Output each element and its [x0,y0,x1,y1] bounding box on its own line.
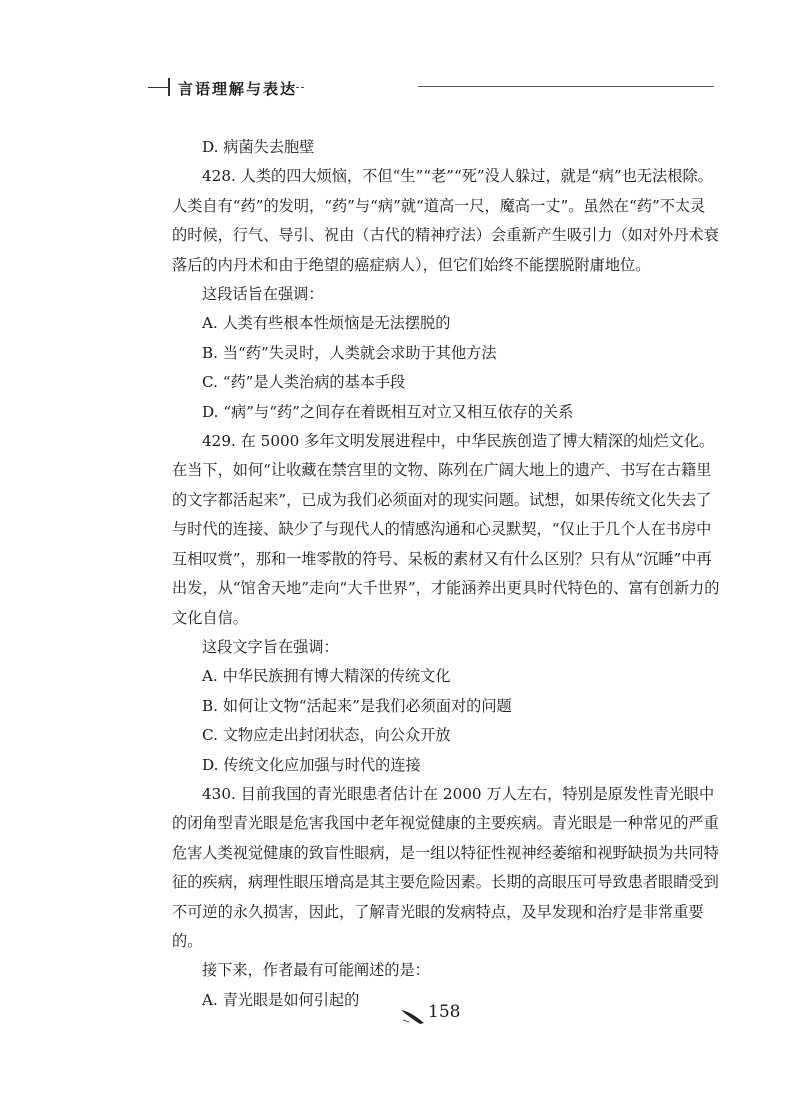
question-428-option-d: D. “病”与“药”之间存在着既相互对立又相互依存的关系 [202,402,574,421]
header-bar [168,78,170,96]
question-429-option-b: B. 如何让文物“活起来”是我们必须面对的问题 [202,696,512,715]
question-428-option-a: A. 人类有些根本性烦恼是无法摆脱的 [202,314,451,333]
header-rule-right [418,86,714,87]
question-429-option-d: D. 传统文化应加强与时代的连接 [202,755,421,774]
question-428-option-c: C. “药”是人类治病的基本手段 [202,373,406,392]
question-428-option-b: B. 当“药”失灵时，人类就会求助于其他方法 [202,343,497,362]
question-429-passage: 429. 在 5000 多年文明发展进程中，中华民族创造了博大精深的灿烂文化。在当下，如何“让收藏在禁宫里的文物、陈列在广阔大地上的遗产、书写在古籍里的文字都活起来”，已成为我们必须面对的现实问题。试想，如果传统文化失去了与时代的连接、缺少了与现代人的情感沟通和心灵默契，“仅止于几个人在书房中互相叹赏”，那和一堆零散的符号、呆板的素材又有什么区别？只有从“沉睡”中再出发，从“馆舍天地”走向“大千世界”，才能涵养出更具时代特色的、富有创新力的文化自信。 [172,432,720,627]
page-number: 158 [428,1002,461,1022]
question-429-stem: 这段文字旨在强调： [202,637,339,656]
running-header [148,76,714,100]
question-429-option-a: A. 中华民族拥有博大精深的传统文化 [202,667,451,686]
question-428-stem: 这段话旨在强调： [202,285,324,304]
question-428-passage: 428. 人类的四大烦恼，不但“生”“老”“死”没人躲过，就是“病”也无法根除。人类自有“药”的发明，“药”与“病”就“道高一尺，魔高一丈”。虽然在“药”不太灵的时候，行气、导引、祝由（古代的精神疗法）会重新产生吸引力（如对外丹术衰落后的内丹术和由于绝望的癌症病人），但它们始终不能摆脱附庸地位。 [172,167,719,274]
header-dash [286,87,304,88]
question-430-option-a: A. 青光眼是如何引起的 [202,990,360,1009]
page-content [172,133,720,1015]
question-430-passage: 430. 目前我国的青光眼患者估计在 2000 万人左右，特别是原发性青光眼中的闭角型青光眼是危害我国中老年视觉健康的主要疾病。青光眼是一种常见的严重危害人类视觉健康的致盲性眼病，是一组以特征性视神经萎缩和视野缺损为共同特征的疾病，病理性眼压增高是其主要危险因素。长期的高眼压可导致患者眼睛受到不可逆的永久损害，因此，了解青光眼的发病特点，及早发现和治疗是非常重要的。 [172,784,719,950]
prev-option-d: D. 病菌失去胞壁 [202,138,315,156]
quill-pen-icon [400,1008,426,1026]
section-title: 言语理解与表达 [178,80,298,98]
question-430-stem: 接下来，作者最有可能阐述的是： [202,961,430,980]
question-429-option-c: C. 文物应走出封闭状态，向公众开放 [202,726,451,745]
header-rule-left [148,87,168,88]
